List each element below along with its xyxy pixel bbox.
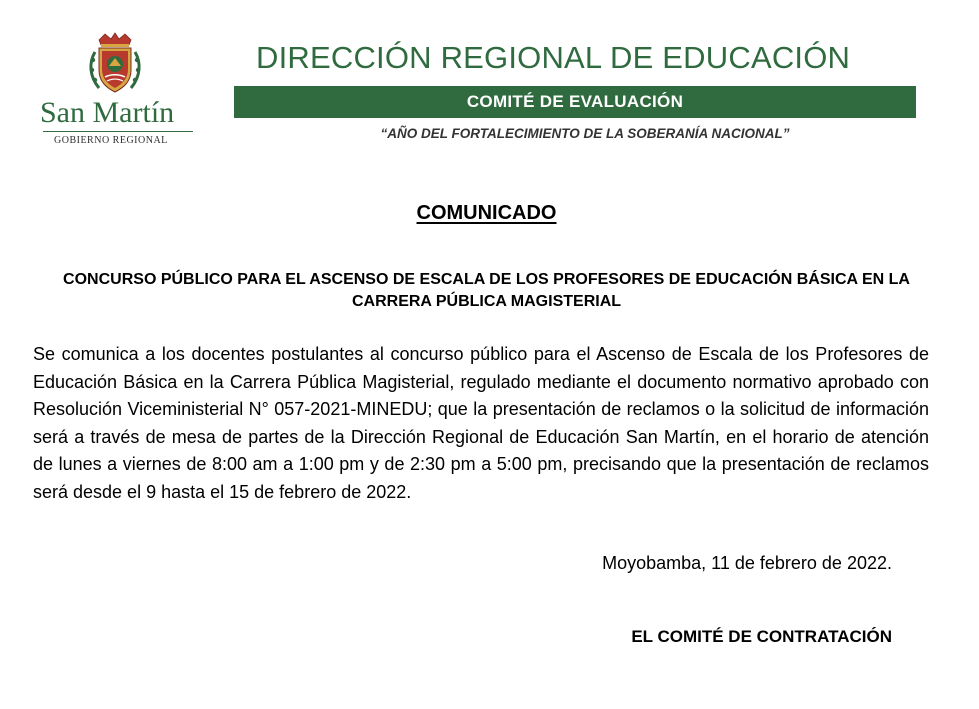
logo-divider	[43, 131, 193, 132]
document-signature: EL COMITÉ DE CONTRATACIÓN	[631, 627, 892, 646]
document-body: Se comunica a los docentes postulantes al concurso público para el Ascenso de Escala de los Profesores de Educación Básica en la Carrera Pública Magisterial, regulado mediante el documento normativo aprobado con Resolución Viceministerial N° 057-2021-MINEDU; que la presentación de reclamos o la solicitud de información será a través de mesa de partes de la Dirección Regional de Educación San Martín, en el horario de atención de lunes a viernes de 8:00 am a 1:00 pm y de 2:30 pm a 5:00 pm, precisando que la presentación de reclamos será desde el 9 hasta el 15 de febrero de 2022.	[33, 344, 929, 502]
regional-government-logo	[30, 32, 200, 152]
document-title-container	[0, 201, 973, 225]
coat-of-arms-icon	[85, 32, 145, 96]
organization-title: DIRECCIÓN REGIONAL DE EDUCACIÓN	[256, 40, 851, 75]
logo-name: San Martín	[40, 96, 175, 129]
year-motto: “AÑO DEL FORTALECIMIENTO DE LA SOBERANÍA NACIONAL”	[380, 126, 790, 141]
committee-banner: COMITÉ DE EVALUACIÓN	[234, 86, 916, 118]
document-subtitle: CONCURSO PÚBLICO PARA EL ASCENSO DE ESCALA DE LOS PROFESORES DE EDUCACIÓN BÁSICA EN LA CARRERA PÚBLICA MAGISTERIAL	[63, 271, 910, 310]
document-title: COMUNICADO	[416, 202, 557, 224]
document-date: Moyobamba, 11 de febrero de 2022.	[602, 553, 892, 573]
logo-subtitle: GOBIERNO REGIONAL	[54, 135, 168, 146]
